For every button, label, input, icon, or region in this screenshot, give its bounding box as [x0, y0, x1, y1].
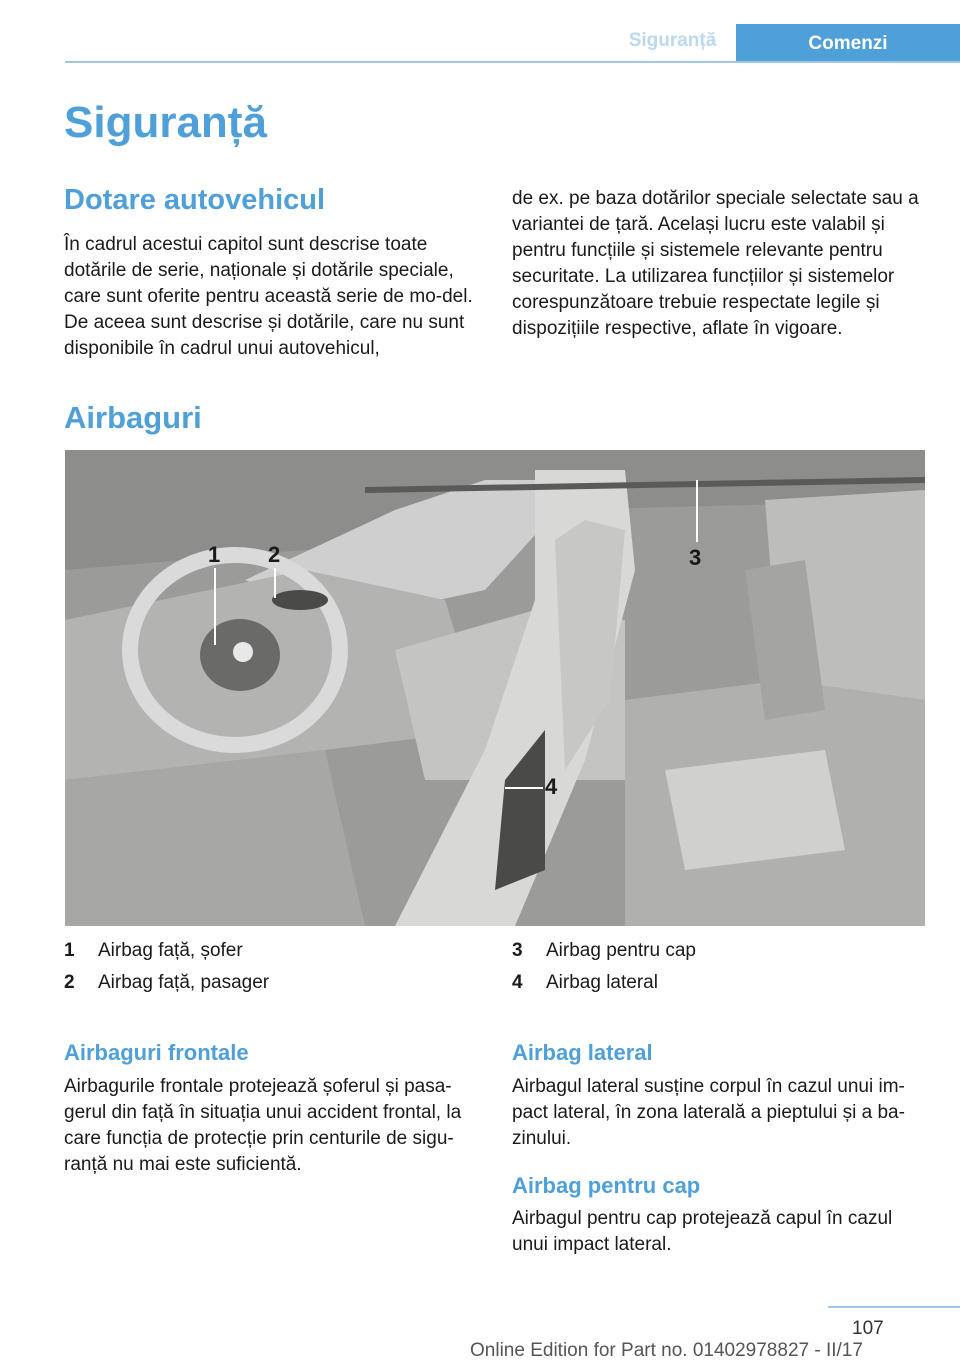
callout-4: 4	[545, 774, 558, 799]
heading-airbag-lateral: Airbag lateral	[512, 1040, 653, 1065]
callout-1: 1	[208, 542, 221, 567]
header-rule	[65, 61, 960, 63]
callout-2: 2	[268, 542, 281, 567]
header-chapter-tab: Comenzi	[736, 24, 960, 63]
legend-label: Airbag pentru cap	[546, 940, 696, 961]
legend-item	[512, 967, 696, 999]
legend-number: 2	[64, 972, 75, 993]
paragraph-airbaguri-frontale: Airbagurile frontale protejează șoferul și pasa‐gerul din față în situația unui accident frontal, la care funcția de protecție prin centurile de sigu‐ranță nu mai este suficientă.	[64, 1076, 462, 1175]
legend-number: 4	[512, 972, 523, 993]
car-interior-drawing	[65, 450, 925, 926]
heading-airbaguri-frontale: Airbaguri frontale	[64, 1040, 249, 1065]
legend-right	[512, 935, 696, 999]
airbag-illustration	[65, 450, 925, 926]
header-section-label: Siguranță	[628, 30, 717, 51]
legend-label: Airbag lateral	[546, 972, 658, 993]
page-title: Siguranță	[64, 98, 267, 147]
legend-item	[64, 967, 269, 999]
paragraph-dotare-right: de ex. pe baza dotărilor speciale selectate sau a variantei de țară. Același lucru este valabil și pentru funcțiile și sistemele relevante pentru securitate. La utilizarea funcțiilor și sistemelor corespunzătoare trebuie respectate legile și dispozițiile respective, aflate în vigoare.	[512, 188, 919, 339]
legend-number: 1	[64, 940, 75, 961]
legend-label: Airbag față, pasager	[98, 972, 270, 993]
edition-watermark: Online Edition for Part no. 01402978827 - II/17	[470, 1340, 863, 1361]
legend-label: Airbag față, șofer	[98, 940, 243, 961]
legend-item	[64, 935, 269, 967]
heading-dotare-autovehicul: Dotare autovehicul	[64, 184, 326, 216]
paragraph-dotare-left: În cadrul acestui capitol sunt descrise toate dotările de serie, naționale și dotările speciale, care sunt oferite pentru această serie de mo‐del. De aceea sunt descrise și dotările, care nu sunt disponibile în cadrul unui autovehicul,	[64, 234, 473, 359]
heading-airbag-pentru-cap: Airbag pentru cap	[512, 1173, 701, 1198]
footer-rule	[828, 1306, 960, 1308]
legend-item	[512, 935, 696, 967]
legend-left	[64, 935, 269, 999]
page-number: 107	[852, 1318, 884, 1339]
callout-3: 3	[689, 545, 702, 570]
legend-number: 3	[512, 940, 523, 961]
paragraph-airbag-lateral: Airbagul lateral susține corpul în cazul unui im‐pact lateral, în zona laterală a pieptului și a ba‐zinului.	[512, 1076, 905, 1149]
heading-airbaguri: Airbaguri	[64, 400, 202, 435]
paragraph-airbag-pentru-cap: Airbagul pentru cap protejează capul în cazul unui impact lateral.	[512, 1208, 893, 1255]
